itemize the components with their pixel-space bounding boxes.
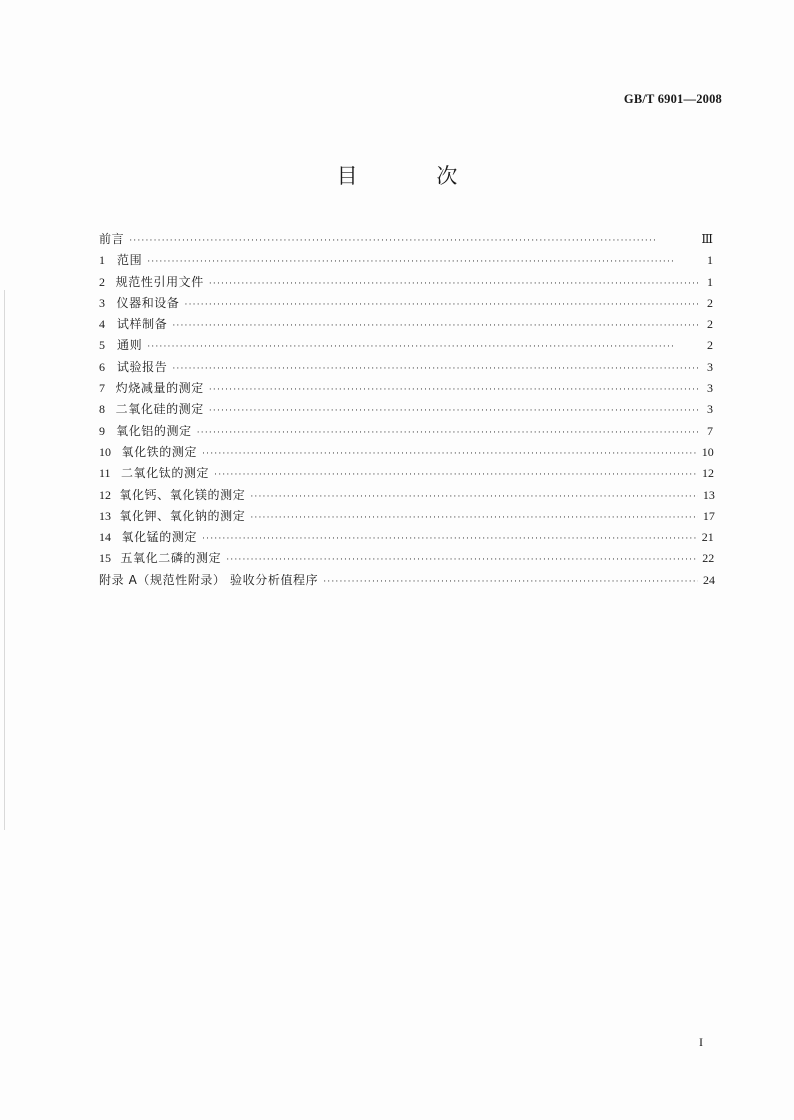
toc-leader-dots (147, 342, 698, 352)
toc-entry-page: 24 (703, 572, 715, 587)
toc-leader-dots (226, 555, 697, 565)
toc-entry-label: 氧化钙、氧化镁的测定 (119, 487, 246, 502)
toc-entry-number: 1 (99, 253, 105, 268)
toc-entry[interactable] (99, 507, 713, 528)
toc-leader-dots (209, 279, 698, 289)
toc-leader-dots (323, 577, 698, 587)
toc-entry-page: 21 (701, 530, 714, 545)
toc-entry-label: 试验报告 (116, 359, 168, 374)
toc-entry-label: 五氧化二磷的测定 (120, 551, 222, 566)
toc-entry-page: 2 (707, 317, 713, 332)
toc-leader-dots (147, 257, 698, 267)
toc-entry-number: 2 (99, 274, 105, 289)
toc-entry-page: 7 (707, 423, 713, 438)
toc-entry-page: 3 (707, 381, 713, 396)
toc-entry[interactable] (99, 422, 713, 443)
toc-leader-dots (214, 470, 697, 480)
toc-entry-label: 规范性引用文件 (115, 274, 204, 289)
toc-entry-label: 范围 (117, 253, 143, 268)
scan-edge-line (4, 290, 5, 830)
toc-title: 目 次 (336, 164, 494, 188)
toc-entry-page: 1 (707, 253, 713, 268)
toc-entry-page: Ⅲ (701, 232, 713, 246)
toc-leader-dots (129, 236, 696, 246)
toc-entry-number: 3 (99, 295, 105, 310)
toc-leader-dots (209, 385, 698, 395)
toc-leader-dots (185, 300, 698, 310)
toc-entry-label: 仪器和设备 (116, 295, 180, 310)
toc-entry-number: 10 (99, 444, 111, 459)
toc-entry-number: 7 (99, 381, 105, 396)
toc-entry-page: 22 (702, 551, 715, 566)
toc-entry-number: 8 (99, 402, 105, 417)
toc-entry[interactable] (99, 251, 713, 272)
toc-entry-number: 14 (99, 530, 111, 545)
toc-entry[interactable] (99, 230, 713, 251)
toc-entry-number: 5 (99, 338, 105, 353)
toc-entry-number: 15 (99, 551, 111, 566)
toc-entry-label: 通则 (117, 338, 143, 353)
toc-entry-page: 3 (707, 402, 713, 417)
toc-leader-dots (209, 406, 698, 416)
toc-leader-dots (202, 534, 697, 544)
toc-entry[interactable] (99, 358, 713, 379)
toc-entry[interactable] (99, 273, 713, 294)
toc-entry-label: 前言 (99, 232, 125, 246)
toc-entry-page: 2 (707, 338, 713, 353)
toc-entry-number: 11 (99, 466, 111, 481)
toc-entry-page: 2 (707, 295, 713, 310)
toc-entry-page: 10 (701, 444, 714, 459)
toc-entry[interactable] (99, 549, 713, 570)
toc-entry-label: 氧化铁的测定 (121, 444, 198, 459)
toc-entry[interactable] (99, 464, 713, 485)
toc-entry-page: 13 (702, 487, 715, 502)
toc-entry[interactable] (99, 400, 713, 421)
toc-entry-page: 3 (707, 359, 713, 374)
table-of-contents (99, 230, 713, 592)
toc-leader-dots (172, 364, 698, 374)
page-number: I (699, 1035, 703, 1049)
toc-entry[interactable] (99, 443, 713, 464)
toc-entry-page: 17 (702, 508, 715, 523)
toc-entry-number: 9 (99, 423, 105, 438)
toc-entry[interactable] (99, 379, 713, 400)
toc-entry[interactable] (99, 315, 713, 336)
toc-entry-label: 二氧化硅的测定 (115, 402, 204, 417)
toc-entry-label: 氧化锰的测定 (121, 530, 198, 545)
toc-leader-dots (202, 449, 697, 459)
toc-entry-label: 灼烧减量的测定 (115, 381, 204, 396)
toc-entry-number: 13 (99, 508, 111, 523)
toc-entry-number: 6 (99, 359, 105, 374)
toc-entry-page: 12 (702, 466, 715, 481)
toc-entry-label: 二氧化钛的测定 (120, 466, 210, 481)
toc-leader-dots (197, 428, 698, 438)
toc-entry[interactable] (99, 336, 713, 357)
toc-entry[interactable] (99, 571, 713, 592)
toc-entry[interactable] (99, 486, 713, 507)
toc-entry[interactable] (99, 528, 713, 549)
toc-entry-number: 4 (99, 317, 105, 332)
toc-entry-number: 12 (99, 487, 111, 502)
toc-leader-dots (172, 321, 698, 331)
toc-entry-label: 氧化铝的测定 (116, 423, 192, 438)
toc-entry-page: 1 (707, 274, 713, 289)
toc-entry-label: 附录 A（规范性附录） 验收分析值程序 (99, 572, 319, 587)
toc-leader-dots (250, 513, 697, 523)
toc-leader-dots (250, 492, 697, 502)
document-code: GB/T 6901—2008 (623, 92, 722, 106)
toc-entry-label: 氧化钾、氧化钠的测定 (119, 508, 246, 523)
toc-entry-label: 试样制备 (116, 317, 168, 332)
toc-entry[interactable] (99, 294, 713, 315)
